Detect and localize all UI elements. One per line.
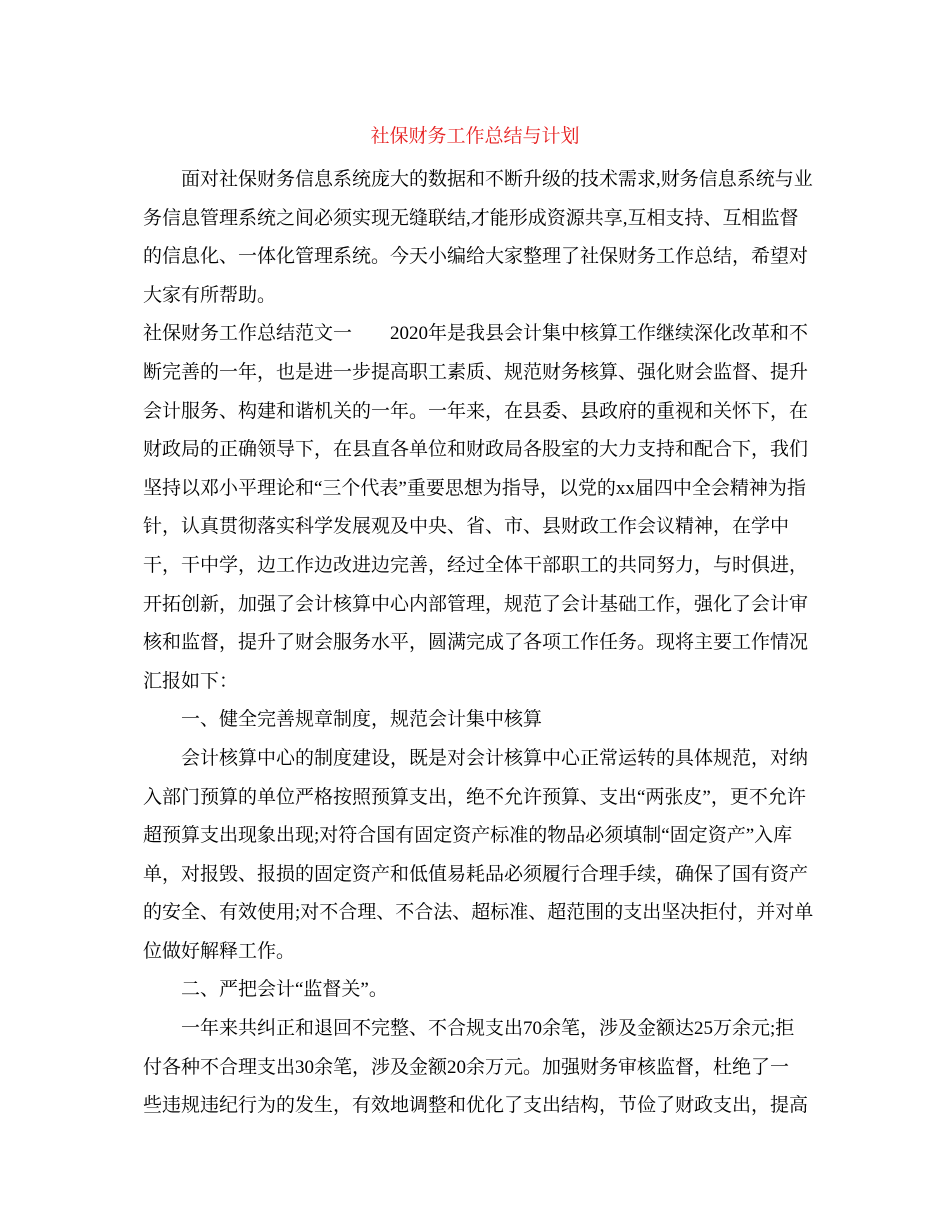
paragraph-line: 超预算支出现象出现;对符合国有固定资产标准的物品必须填制“固定资产”入库 [143, 825, 793, 847]
paragraph-line: 的信息化、一体化管理系统。今天小编给大家整理了社保财务工作总结，希望对 [143, 246, 809, 268]
paragraph-line: 社保财务工作总结范文一 2020年是我县会计集中核算工作继续深化改革和不 [143, 323, 809, 345]
paragraph-line: 的安全、有效使用;对不合理、不合法、超标准、超范围的支出坚决拒付，并对单 [143, 902, 814, 924]
paragraph-line: 面对社保财务信息系统庞大的数据和不断升级的技术需求,财务信息系统与业 [181, 169, 813, 190]
paragraph-line: 大家有所帮助。 [143, 284, 277, 306]
paragraph-line: 付各种不合理支出30余笔，涉及金额20余万元。加强财务审核监督，杜绝了一 [143, 1056, 790, 1078]
paragraph-line: 坚持以邓小平理论和“三个代表”重要思想为指导，以党的xx届四中全会精神为指 [143, 477, 806, 499]
paragraph-line: 入部门预算的单位严格按照预算支出，绝不允许预算、支出“两张皮”，更不允许 [143, 786, 806, 808]
document-title: 社保财务工作总结与计划 [370, 126, 580, 147]
section-heading: 一、健全完善规章制度，规范会计集中核算 [181, 709, 543, 731]
paragraph-line: 会计服务、构建和谐机关的一年。一年来，在县委、县政府的重视和关怀下，在 [143, 400, 809, 422]
paragraph-line: 开拓创新，加强了会计核算中心内部管理，规范了会计基础工作，强化了会计审 [143, 593, 809, 615]
paragraph-line: 单，对报毁、报损的固定资产和低值易耗品必须履行合理手续，确保了国有资产 [143, 863, 809, 885]
paragraph-line: 些违规违纪行为的发生，有效地调整和优化了支出结构，节俭了财政支出，提高 [143, 1095, 809, 1117]
paragraph-line: 一年来共纠正和退回不完整、不合规支出70余笔，涉及金额达25万余元;拒 [181, 1018, 795, 1040]
document-body [143, 161, 843, 1126]
paragraph-line: 务信息管理系统之间必须实现无缝联结,才能形成资源共享,互相支持、互相监督 [143, 207, 799, 229]
section-heading: 二、严把会计“监督关”。 [181, 979, 388, 1001]
paragraph-line: 会计核算中心的制度建设，既是对会计核算中心正常运转的具体规范，对纳 [181, 747, 809, 769]
paragraph-line: 针，认真贯彻落实科学发展观及中央、省、市、县财政工作会议精神，在学中 [143, 516, 790, 538]
paragraph-line: 位做好解释工作。 [143, 940, 296, 962]
paragraph-line: 干，干中学，边工作边改进边完善，经过全体干部职工的共同努力，与时俱进， [143, 554, 809, 576]
paragraph-line: 汇报如下： [143, 670, 239, 692]
paragraph-line: 断完善的一年，也是进一步提高职工素质、规范财务核算、强化财会监督、提升 [143, 361, 809, 383]
paragraph-line: 核和监督，提升了财会服务水平，圆满完成了各项工作任务。现将主要工作情况 [143, 632, 809, 654]
paragraph-line: 财政局的正确领导下，在县直各单位和财政局各股室的大力支持和配合下，我们 [143, 439, 809, 461]
